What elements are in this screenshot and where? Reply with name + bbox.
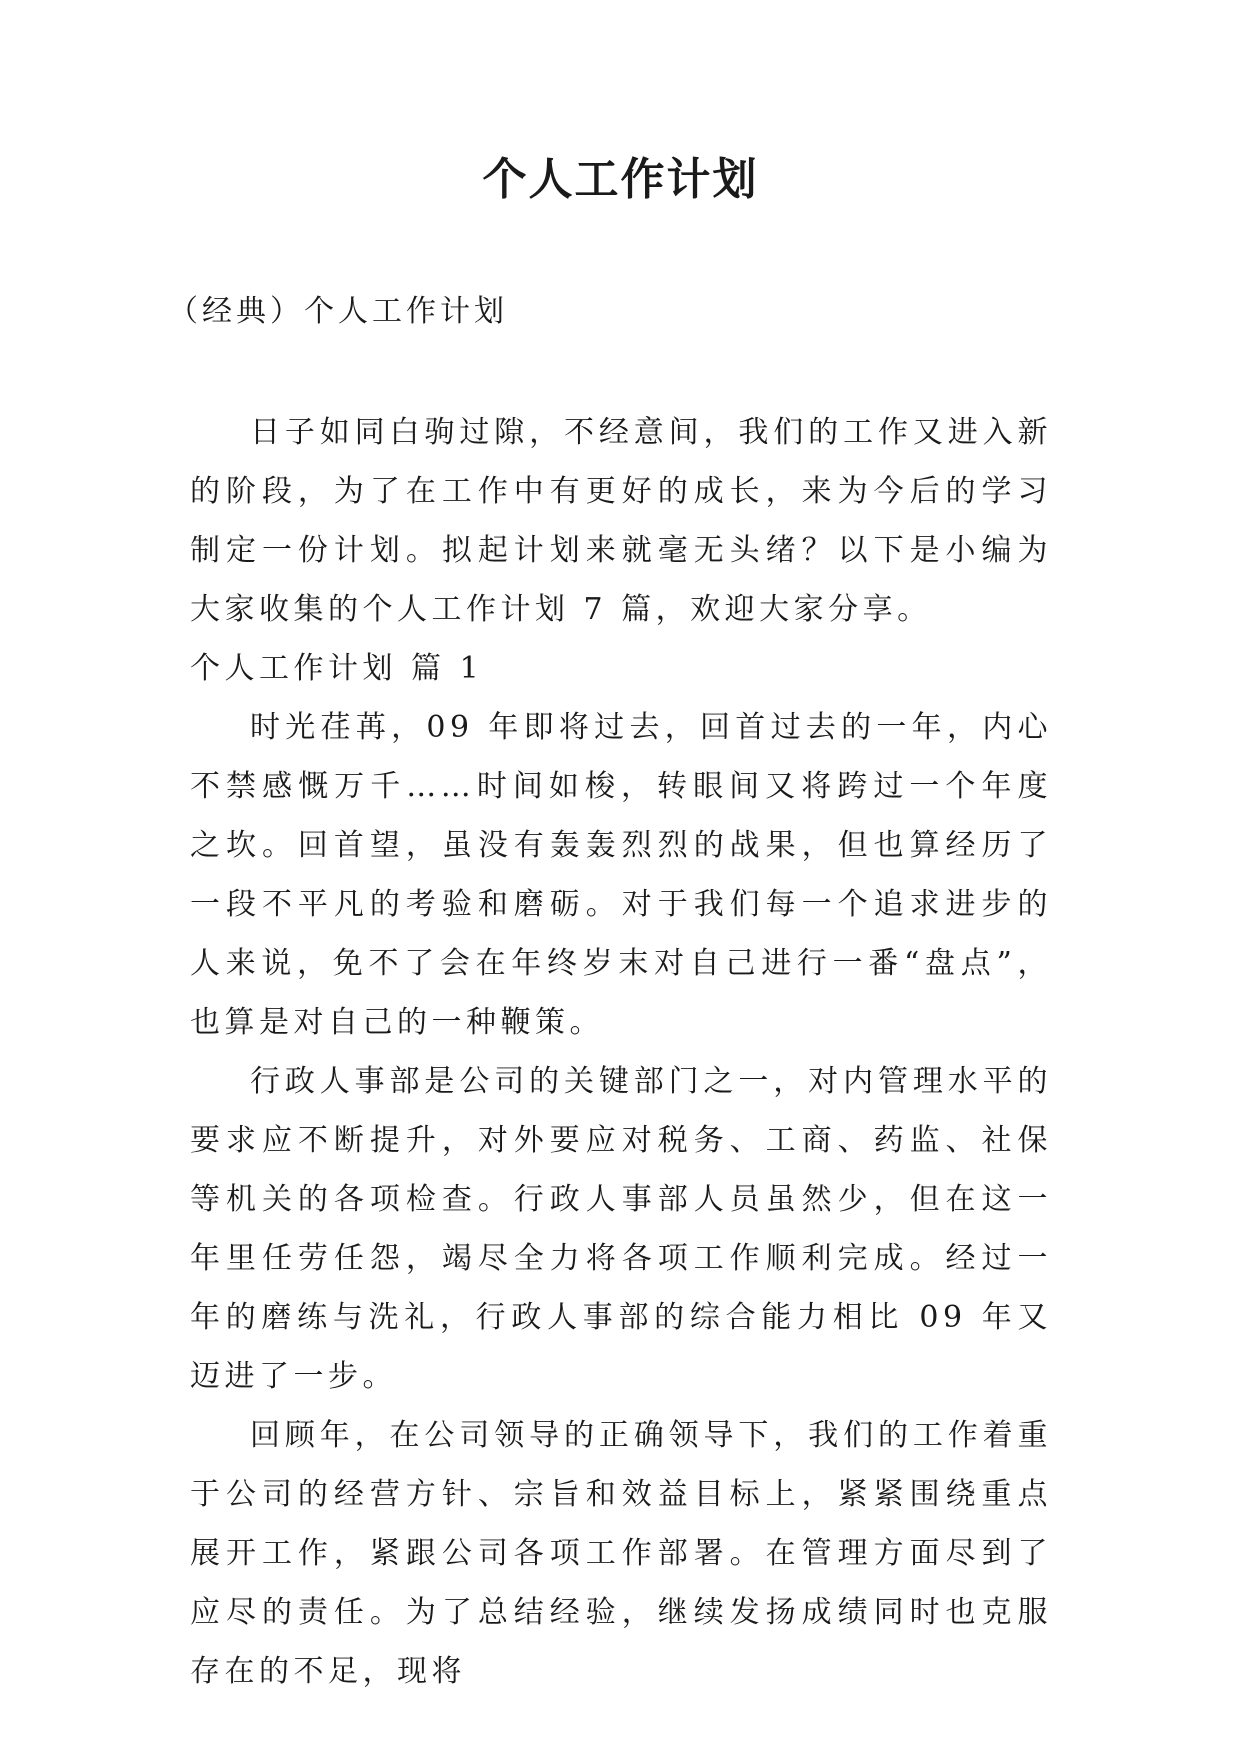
document-subtitle: （经典）个人工作计划 — [168, 294, 508, 329]
body-paragraph-2: 行政人事部是公司的关键部门之一，对内管理水平的要求应不断提升，对外要应对税务、工商、药监、社保等机关的各项检查。行政人事部人员虽然少，但在这一年里任劳任怨，竭尽全力将各项工作顺利完成。经过一年的磨练与洗礼，行政人事部的综合能力相比 09 年又迈进了一步。 — [190, 1064, 1052, 1394]
body-paragraph-1: 时光荏苒，09 年即将过去，回首过去的一年，内心不禁感慨万千……时间如梭，转眼间又将跨过一个年度之坎。回首望，虽没有轰轰烈烈的战果，但也算经历了一段不平凡的考验和磨砺。对于我们每一个追求进步的人来说，免不了会在年终岁末对自己进行一番“盘点”，也算是对自己的一种鞭策。 — [190, 710, 1052, 1040]
document-title: 个人工作计划 — [482, 154, 759, 205]
section-heading: 个人工作计划 篇 1 — [190, 651, 484, 686]
body-paragraph-3: 回顾年，在公司领导的正确领导下，我们的工作着重于公司的经营方针、宗旨和效益目标上，紧紧围绕重点展开工作，紧跟公司各项工作部署。在管理方面尽到了应尽的责任。为了总结经验，继续发扬成绩同时也克服存在的不足，现将 — [190, 1418, 1052, 1689]
intro-paragraph: 日子如同白驹过隙，不经意间，我们的工作又进入新的阶段，为了在工作中有更好的成长，来为今后的学习制定一份计划。拟起计划来就毫无头绪？以下是小编为大家收集的个人工作计划 7 篇，欢迎大家分享。 — [190, 415, 1052, 627]
document-body — [190, 403, 1052, 1701]
